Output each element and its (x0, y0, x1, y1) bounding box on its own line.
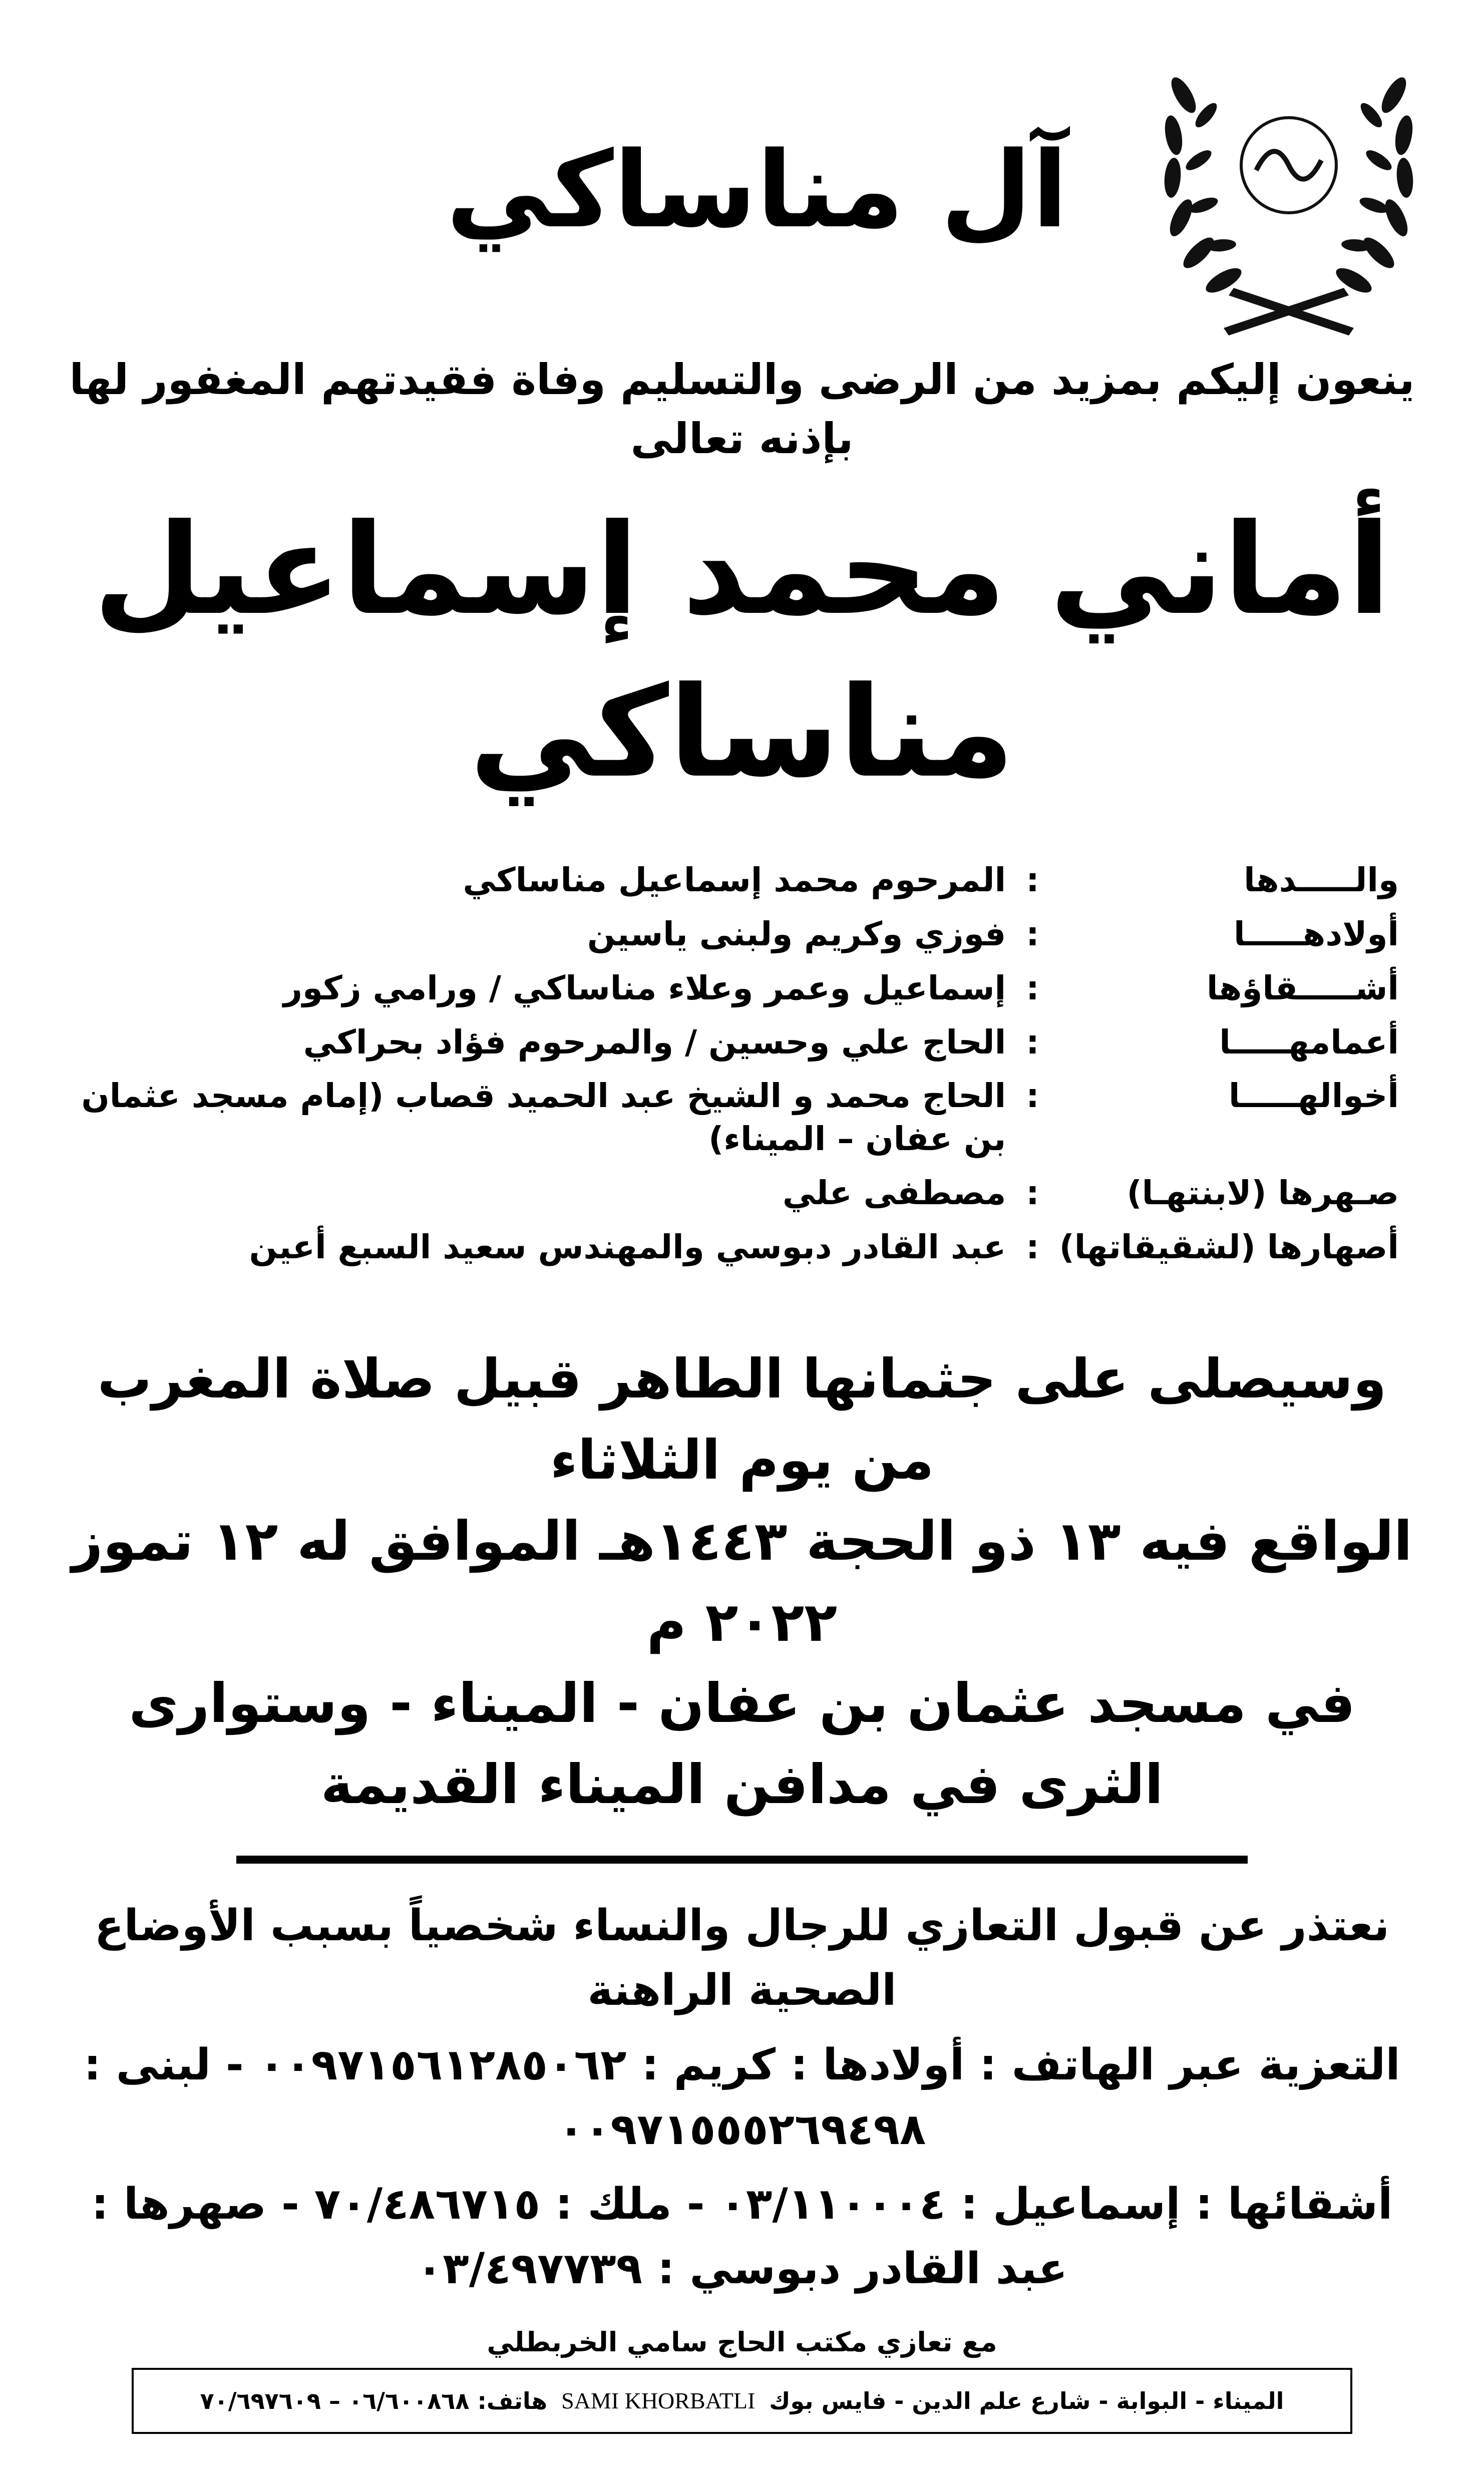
footer-facebook: SAMI KHORBATLI (561, 2388, 756, 2414)
footer-box (132, 2368, 1352, 2434)
funeral-line: وسيصلى على جثمانها الطاهر قبيل صلاة المغرب من يوم الثلاثاء (97, 1347, 1387, 1492)
relative-label: أولادهـــــا (1234, 914, 1399, 953)
funeral-line: في مسجد عثمان بن عفان - الميناء - وستوارى الثرى في مدافن الميناء القديمة (129, 1672, 1355, 1816)
relative-label: والـــــدها (1244, 861, 1399, 900)
header (60, 35, 1424, 345)
sponsor-text: مع تعازي مكتب الحاج سامي الخربطلي (487, 2326, 997, 2358)
colon: : (1026, 914, 1039, 953)
deceased-name: أماني محمد إسماعيل مناساكي (93, 497, 1391, 806)
divider (236, 1856, 1248, 1864)
funeral-line: الواقع فيه ١٣ ذو الحجة ١٤٤٣هـ الموافق له ١٢ تموز ٢٠٢٢ م (72, 1510, 1412, 1654)
condolence-line: نعتذر عن قبول التعازي للرجال والنساء شخصياً بسبب الأوضاع الصحية الراهنة (94, 1900, 1390, 2015)
relative-value: عبد القادر دبوسي والمهندس سعيد السبع أعين (249, 1227, 1006, 1266)
relative-value: الحاج محمد و الشيخ عبد الحميد قصاب (إمام مسجد عثمان بن عفان – الميناء) (81, 1077, 1006, 1159)
relative-label: أخوالهـــــا (1228, 1077, 1399, 1116)
footer-phone: هاتف: ٠٦/٦٠٠٨٦٨ – ٧٠/٦٩٧٦٠٩ (200, 2387, 548, 2414)
relatives-list (60, 859, 1424, 1268)
relative-value: مصطفى علي (782, 1173, 1006, 1212)
condolence-phones-children: التعزية عبر الهاتف : أولادها : كريم : ٠٠٩٧١٥٦١٢٨٥٠٦٢ - لبنى : ٠٠٩٧١٥٥٥٢٦٩٤٩٨ (84, 2039, 1400, 2155)
relative-label: أعمامهـــــا (1219, 1022, 1399, 1062)
family-name-heading: آل مناساكي (446, 129, 1068, 251)
condolence-phones-siblings: أشقائها : إسماعيل : ٠٣/١١٠٠٠٤ - ملك : ٧٠/٤٨٦٧١٥ - صهرها : عبد القادر دبوسي : ٠٣/٤٩٧٧٣٩ (91, 2179, 1393, 2294)
relative-label: أصهارها (لشقيقاتها) (1059, 1227, 1399, 1266)
intro-text: ينعون إليكم بمزيد من الرضى والتسليم وفاة فقيدتهم المغفور لها بإذنه تعالى (69, 355, 1415, 463)
funeral-details (60, 1339, 1424, 1826)
relative-value: إسماعيل وعمر وعلاء مناساكي / ورامي زكور (283, 968, 1006, 1007)
wreath-logo (1154, 35, 1424, 345)
colon: : (1026, 1077, 1039, 1116)
colon: : (1026, 861, 1039, 900)
colon: : (1026, 1173, 1039, 1212)
relative-value: فوزي وكريم ولبنى ياسين (587, 914, 1006, 953)
relative-label: أشـــــقاؤها (1206, 968, 1399, 1007)
relative-value: الحاج علي وحسين / والمرحوم فؤاد بحراكي (303, 1022, 1006, 1062)
relative-value: المرحوم محمد إسماعيل مناساكي (463, 861, 1006, 900)
relative-label: صـهرها (لابنتهـا) (1127, 1173, 1399, 1212)
colon: : (1026, 1022, 1039, 1062)
footer-address: الميناء - البوابة - شارع علم الدين - فايس بوك (769, 2387, 1284, 2414)
colon: : (1026, 1227, 1039, 1266)
colon: : (1026, 968, 1039, 1007)
